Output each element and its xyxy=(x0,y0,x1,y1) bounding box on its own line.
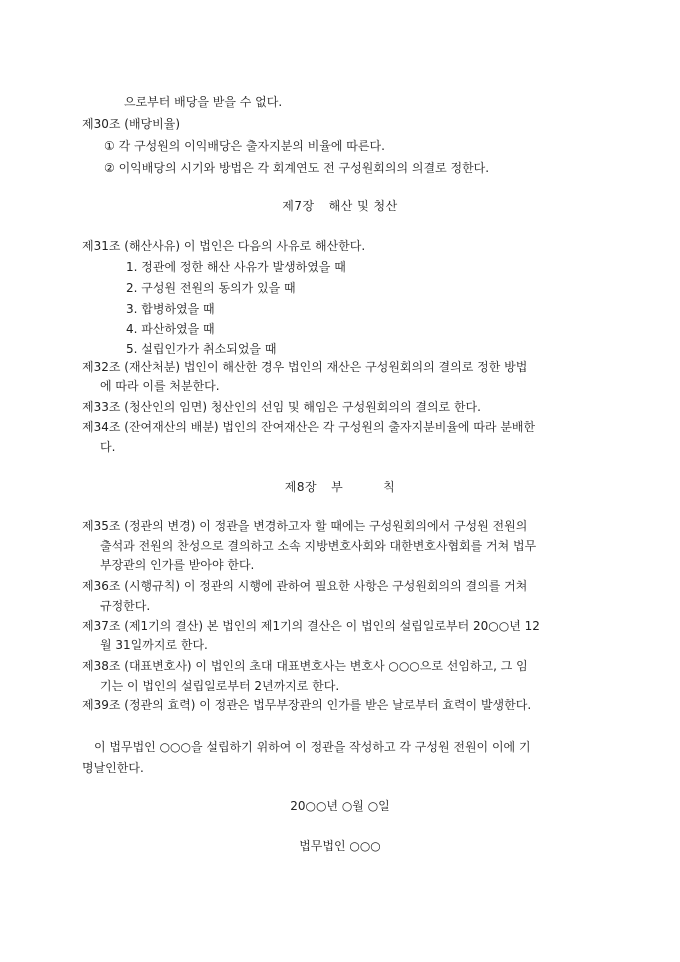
article-36-line-1: 제36조 (시행규칙) 이 정관의 시행에 관하여 필요한 사항은 구성원회의의 결의를 거쳐 xyxy=(82,579,528,593)
chapter-7-title: 해산 및 청산 xyxy=(328,199,398,213)
article-31-item-2: 2. 구성원 전원의 동의가 있을 때 xyxy=(126,281,296,295)
article-31-heading: 제31조 (해산사유) 이 법인은 다음의 사유로 해산한다. xyxy=(82,239,366,253)
chapter-7-heading xyxy=(0,198,680,214)
article-34-line-1: 제34조 (잔여재산의 배분) 법인의 잔여재산은 각 구성원의 출자지분비율에 따라 분배한 xyxy=(82,420,536,434)
chapter-8-title-a: 부 xyxy=(331,480,344,494)
article-30-heading: 제30조 (배당비율) xyxy=(82,117,180,131)
article-31-item-1: 1. 정관에 정한 해산 사유가 발생하였을 때 xyxy=(126,260,346,274)
article-35-line-2: 출석과 전원의 찬성으로 결의하고 소속 지방변호사회와 대한변호사협회를 거쳐 법무 xyxy=(100,539,537,553)
chapter-7-number: 제7장 xyxy=(282,199,315,213)
article-34-line-2: 다. xyxy=(100,440,116,454)
closing-line-2: 명날인한다. xyxy=(82,761,144,775)
article-37-line-1: 제37조 (제1기의 결산) 본 법인의 제1기의 결산은 이 법인의 설립일로부터 20○○년 12 xyxy=(82,619,540,633)
article-continuation: 으로부터 배당을 받을 수 없다. xyxy=(124,95,283,109)
article-33-line-1: 제33조 (청산인의 임면) 청산인의 선임 및 해임은 구성원회의의 결의로 한다. xyxy=(82,400,481,414)
article-31-item-4: 4. 파산하였을 때 xyxy=(126,322,215,336)
chapter-8-heading xyxy=(0,479,680,495)
article-36-line-2: 규정한다. xyxy=(100,599,151,613)
article-30-item-1: ① 각 구성원의 이익배당은 출자지분의 비율에 따른다. xyxy=(104,139,385,153)
article-35-line-3: 부장관의 인가를 받아야 한다. xyxy=(100,558,255,572)
signing-date: 20○○년 ○월 ○일 xyxy=(290,799,390,813)
firm-name: 법무법인 ○○○ xyxy=(299,839,381,853)
article-37-line-2: 월 31일까지로 한다. xyxy=(100,638,208,652)
article-32-line-2: 에 따라 이를 처분한다. xyxy=(100,379,220,393)
closing-line-1: 이 법무법인 ○○○을 설립하기 위하여 이 정관을 작성하고 각 구성원 전원이 이에 기 xyxy=(94,740,531,754)
article-35-line-1: 제35조 (정관의 변경) 이 정관을 변경하고자 할 때에는 구성원회의에서 구성원 전원의 xyxy=(82,519,528,533)
chapter-8-number: 제8장 xyxy=(284,480,318,494)
article-38-line-1: 제38조 (대표변호사) 이 법인의 초대 대표변호사는 변호사 ○○○으로 선임하고, 그 임 xyxy=(82,659,528,673)
chapter-8-title-b: 칙 xyxy=(383,480,396,494)
article-32-line-1: 제32조 (재산처분) 법인이 해산한 경우 법인의 재산은 구성원회의의 결의로 정한 방법 xyxy=(82,360,528,374)
article-31-item-5: 5. 설립인가가 취소되었을 때 xyxy=(126,342,277,356)
article-30-item-2: ② 이익배당의 시기와 방법은 각 회계연도 전 구성원회의의 의결로 정한다. xyxy=(104,161,490,175)
article-31-item-3: 3. 합병하였을 때 xyxy=(126,302,215,316)
article-38-line-2: 기는 이 법인의 설립일로부터 2년까지로 한다. xyxy=(100,679,340,693)
article-39-line-1: 제39조 (정관의 효력) 이 정관은 법무부장관의 인가를 받은 날로부터 효력이 발생한다. xyxy=(82,698,532,712)
